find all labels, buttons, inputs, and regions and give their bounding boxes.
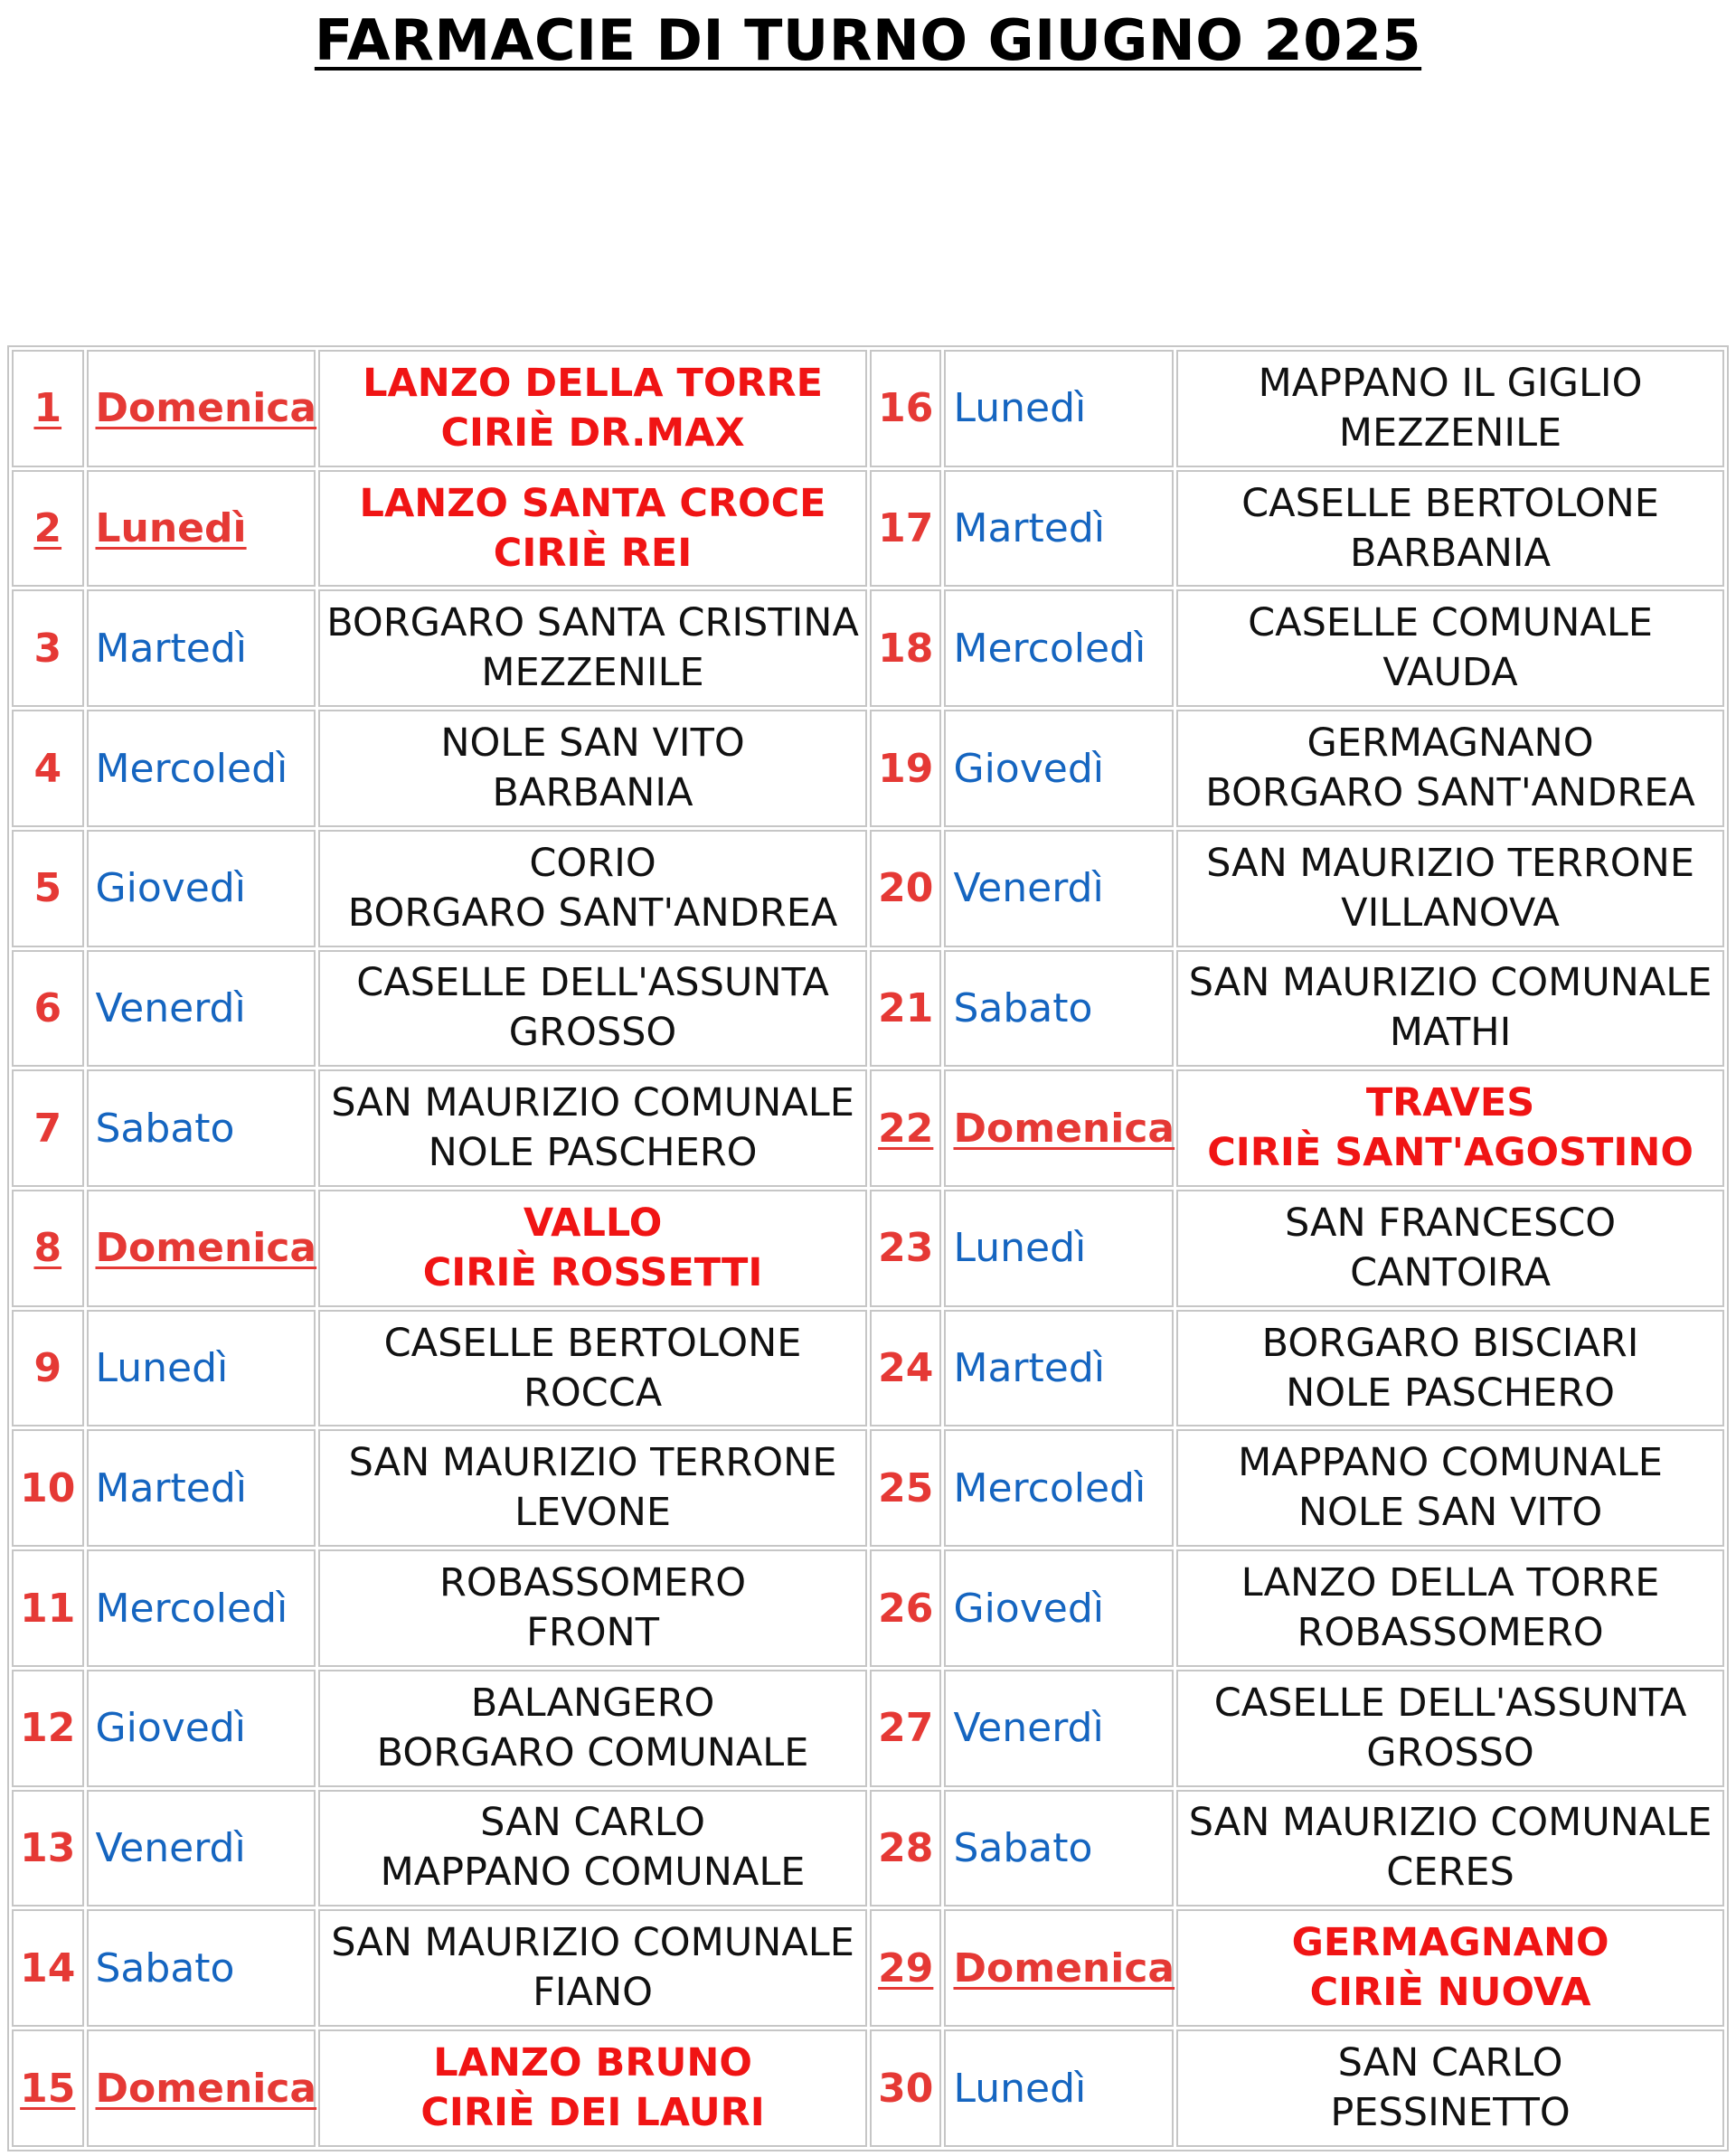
pharmacy-line-2: GROSSO bbox=[1366, 1729, 1534, 1775]
page-title: FARMACIE DI TURNO GIUGNO 2025 bbox=[314, 7, 1422, 73]
day-number: 12 bbox=[12, 1670, 84, 1787]
pharmacy-line-1: CASELLE DELL'ASSUNTA bbox=[1213, 1680, 1687, 1726]
pharmacies-on-duty bbox=[318, 1549, 867, 1667]
pharmacy-line-2: GROSSO bbox=[508, 1010, 677, 1056]
weekday-name: Mercoledì bbox=[87, 1549, 316, 1667]
pharmacy-line-1: SAN CARLO bbox=[480, 1800, 706, 1846]
pharmacy-line-2: CIRIÈ SANT'AGOSTINO bbox=[1207, 1130, 1694, 1176]
pharmacy-line-2: ROBASSOMERO bbox=[1297, 1610, 1604, 1656]
weekday-name: Mercoledì bbox=[944, 589, 1174, 707]
pharmacy-line-2: CERES bbox=[1386, 1850, 1514, 1896]
day-number: 19 bbox=[870, 710, 942, 827]
day-number: 28 bbox=[870, 1790, 942, 1907]
weekday-name: Martedì bbox=[87, 1429, 316, 1547]
pharmacy-line-1: SAN MAURIZIO COMUNALE bbox=[1188, 960, 1712, 1006]
pharmacy-line-2: FIANO bbox=[533, 1970, 653, 2016]
weekday-name: Martedì bbox=[944, 1310, 1174, 1427]
pharmacies-on-duty bbox=[1176, 830, 1724, 947]
table-row bbox=[12, 1670, 1724, 1787]
pharmacy-line-2: BORGARO SANT'ANDREA bbox=[347, 890, 838, 936]
table-row bbox=[12, 950, 1724, 1068]
weekday-name: Mercoledì bbox=[944, 1429, 1174, 1547]
pharmacy-line-2: BORGARO COMUNALE bbox=[376, 1729, 809, 1775]
pharmacies-on-duty bbox=[318, 1429, 867, 1547]
pharmacy-line-1: BORGARO SANTA CRISTINA bbox=[326, 600, 859, 646]
day-number: 11 bbox=[12, 1549, 84, 1667]
day-number: 16 bbox=[870, 350, 942, 467]
pharmacies-on-duty bbox=[318, 1790, 867, 1907]
pharmacy-line-1: SAN MAURIZIO COMUNALE bbox=[1188, 1800, 1712, 1846]
pharmacy-line-2: CIRIÈ REI bbox=[493, 530, 693, 576]
pharmacy-line-1: NOLE SAN VITO bbox=[440, 720, 745, 766]
pharmacy-line-1: SAN FRANCESCO bbox=[1284, 1200, 1617, 1246]
pharmacy-line-2: CIRIÈ DR.MAX bbox=[440, 410, 745, 456]
pharmacy-line-2: FRONT bbox=[526, 1610, 659, 1656]
weekday-name: Venerdì bbox=[87, 950, 316, 1068]
weekday-name: Giovedì bbox=[87, 1670, 316, 1787]
pharmacies-on-duty bbox=[1176, 470, 1724, 588]
day-number: 20 bbox=[870, 830, 942, 947]
pharmacy-line-1: CASELLE COMUNALE bbox=[1248, 600, 1653, 646]
pharmacy-line-2: VAUDA bbox=[1382, 650, 1518, 696]
pharmacies-on-duty bbox=[1176, 1190, 1724, 1307]
pharmacy-line-1: LANZO BRUNO bbox=[433, 2040, 752, 2085]
pharmacy-line-2: MEZZENILE bbox=[1338, 410, 1562, 456]
pharmacy-line-1: CASELLE BERTOLONE bbox=[383, 1320, 802, 1366]
day-number: 17 bbox=[870, 470, 942, 588]
weekday-name: Venerdì bbox=[944, 1670, 1174, 1787]
pharmacies-on-duty bbox=[1176, 1909, 1724, 2027]
pharmacies-on-duty bbox=[318, 830, 867, 947]
day-number: 14 bbox=[12, 1909, 84, 2027]
pharmacy-line-2: LEVONE bbox=[514, 1490, 672, 1536]
pharmacies-on-duty bbox=[1176, 1429, 1724, 1547]
pharmacies-on-duty bbox=[1176, 1670, 1724, 1787]
pharmacy-line-1: SAN MAURIZIO TERRONE bbox=[348, 1440, 837, 1486]
table-row bbox=[12, 1429, 1724, 1547]
pharmacies-on-duty bbox=[318, 2029, 867, 2147]
pharmacy-line-2: CIRIÈ ROSSETTI bbox=[422, 1249, 763, 1295]
pharmacy-line-2: MAPPANO COMUNALE bbox=[380, 1850, 806, 1896]
weekday-name: Sabato bbox=[944, 950, 1174, 1068]
day-number: 27 bbox=[870, 1670, 942, 1787]
pharmacies-on-duty bbox=[1176, 1069, 1724, 1187]
pharmacies-on-duty bbox=[1176, 1310, 1724, 1427]
pharmacies-on-duty bbox=[318, 1069, 867, 1187]
weekday-name: Lunedì bbox=[944, 2029, 1174, 2147]
pharmacy-line-1: SAN CARLO bbox=[1337, 2040, 1563, 2085]
day-number: 8 bbox=[12, 1190, 84, 1307]
pharmacies-on-duty bbox=[318, 1310, 867, 1427]
pharmacy-line-2: VILLANOVA bbox=[1341, 890, 1560, 936]
table-row bbox=[12, 589, 1724, 707]
pharmacy-line-2: CANTOIRA bbox=[1350, 1249, 1552, 1295]
pharmacies-on-duty bbox=[1176, 589, 1724, 707]
pharmacy-line-1: SAN MAURIZIO COMUNALE bbox=[331, 1080, 854, 1126]
pharmacies-on-duty bbox=[1176, 350, 1724, 467]
pharmacy-line-2: BARBANIA bbox=[492, 770, 693, 816]
pharmacy-line-2: CIRIÈ NUOVA bbox=[1309, 1970, 1591, 2016]
pharmacy-line-2: NOLE PASCHERO bbox=[1286, 1370, 1616, 1416]
pharmacy-line-1: CORIO bbox=[529, 840, 656, 886]
pharmacy-line-1: LANZO SANTA CROCE bbox=[359, 480, 826, 526]
pharmacies-on-duty bbox=[318, 1190, 867, 1307]
pharmacies-on-duty bbox=[1176, 2029, 1724, 2147]
pharmacy-line-1: VALLO bbox=[523, 1200, 663, 1246]
pharmacies-on-duty bbox=[1176, 710, 1724, 827]
day-number: 22 bbox=[870, 1069, 942, 1187]
pharmacies-on-duty bbox=[318, 1909, 867, 2027]
weekday-name: Domenica bbox=[944, 1909, 1174, 2027]
pharmacy-line-1: BALANGERO bbox=[470, 1680, 715, 1726]
day-number: 7 bbox=[12, 1069, 84, 1187]
weekday-name: Domenica bbox=[87, 2029, 316, 2147]
table-row bbox=[12, 1790, 1724, 1907]
weekday-name: Domenica bbox=[944, 1069, 1174, 1187]
pharmacies-on-duty bbox=[318, 470, 867, 588]
pharmacy-line-1: BORGARO BISCIARI bbox=[1261, 1320, 1639, 1366]
weekday-name: Sabato bbox=[944, 1790, 1174, 1907]
day-number: 24 bbox=[870, 1310, 942, 1427]
table-row bbox=[12, 1310, 1724, 1427]
weekday-name: Sabato bbox=[87, 1909, 316, 2027]
day-number: 4 bbox=[12, 710, 84, 827]
day-number: 18 bbox=[870, 589, 942, 707]
pharmacies-on-duty bbox=[318, 710, 867, 827]
pharmacies-on-duty bbox=[1176, 1790, 1724, 1907]
weekday-name: Lunedì bbox=[87, 470, 316, 588]
pharmacy-line-1: MAPPANO IL GIGLIO bbox=[1258, 360, 1643, 406]
weekday-name: Sabato bbox=[87, 1069, 316, 1187]
day-number: 6 bbox=[12, 950, 84, 1068]
pharmacy-line-1: LANZO DELLA TORRE bbox=[1241, 1560, 1660, 1606]
pharmacy-line-2: CIRIÈ DEI LAURI bbox=[420, 2090, 765, 2136]
table-row bbox=[12, 470, 1724, 588]
table-row bbox=[12, 1909, 1724, 2027]
day-number: 2 bbox=[12, 470, 84, 588]
day-number: 5 bbox=[12, 830, 84, 947]
day-number: 9 bbox=[12, 1310, 84, 1427]
table-row bbox=[12, 2029, 1724, 2147]
pharmacy-line-2: BARBANIA bbox=[1350, 530, 1552, 576]
day-number: 23 bbox=[870, 1190, 942, 1307]
pharmacy-line-2: MEZZENILE bbox=[481, 650, 704, 696]
pharmacy-line-1: CASELLE BERTOLONE bbox=[1241, 480, 1659, 526]
table-row bbox=[12, 1190, 1724, 1307]
weekday-name: Mercoledì bbox=[87, 710, 316, 827]
day-number: 13 bbox=[12, 1790, 84, 1907]
pharmacy-line-1: ROBASSOMERO bbox=[439, 1560, 747, 1606]
day-number: 3 bbox=[12, 589, 84, 707]
weekday-name: Domenica bbox=[87, 350, 316, 467]
weekday-name: Lunedì bbox=[87, 1310, 316, 1427]
day-number: 25 bbox=[870, 1429, 942, 1547]
day-number: 21 bbox=[870, 950, 942, 1068]
pharmacies-on-duty bbox=[1176, 950, 1724, 1068]
weekday-name: Martedì bbox=[944, 470, 1174, 588]
day-number: 1 bbox=[12, 350, 84, 467]
weekday-name: Lunedì bbox=[944, 350, 1174, 467]
pharmacy-line-1: SAN MAURIZIO TERRONE bbox=[1206, 840, 1694, 886]
pharmacy-line-2: NOLE PASCHERO bbox=[428, 1130, 758, 1176]
weekday-name: Giovedì bbox=[944, 1549, 1174, 1667]
pharmacy-line-1: SAN MAURIZIO COMUNALE bbox=[331, 1920, 854, 1966]
pharmacy-line-2: MATHI bbox=[1389, 1010, 1512, 1056]
pharmacies-on-duty bbox=[318, 589, 867, 707]
pharmacy-line-1: GERMAGNANO bbox=[1307, 720, 1594, 766]
weekday-name: Martedì bbox=[87, 589, 316, 707]
pharmacies-on-duty bbox=[318, 950, 867, 1068]
table-row bbox=[12, 830, 1724, 947]
weekday-name: Venerdì bbox=[944, 830, 1174, 947]
weekday-name: Domenica bbox=[87, 1190, 316, 1307]
day-number: 10 bbox=[12, 1429, 84, 1547]
day-number: 26 bbox=[870, 1549, 942, 1667]
day-number: 29 bbox=[870, 1909, 942, 2027]
pharmacy-line-1: MAPPANO COMUNALE bbox=[1238, 1440, 1663, 1486]
pharmacy-line-2: PESSINETTO bbox=[1330, 2090, 1571, 2136]
pharmacy-line-1: TRAVES bbox=[1365, 1080, 1535, 1126]
day-number: 15 bbox=[12, 2029, 84, 2147]
weekday-name: Lunedì bbox=[944, 1190, 1174, 1307]
pharmacy-line-2: BORGARO SANT'ANDREA bbox=[1205, 770, 1695, 816]
table-row bbox=[12, 350, 1724, 467]
pharmacy-line-1: CASELLE DELL'ASSUNTA bbox=[356, 960, 829, 1006]
pharmacies-on-duty bbox=[318, 350, 867, 467]
pharmacy-line-2: ROCCA bbox=[523, 1370, 663, 1416]
pharmacy-line-1: GERMAGNANO bbox=[1291, 1920, 1609, 1966]
schedule-body bbox=[12, 350, 1724, 2147]
table-row bbox=[12, 1549, 1724, 1667]
pharmacy-line-2: NOLE SAN VITO bbox=[1297, 1490, 1603, 1536]
table-row bbox=[12, 710, 1724, 827]
table-row bbox=[12, 1069, 1724, 1187]
pharmacy-line-1: LANZO DELLA TORRE bbox=[363, 360, 824, 406]
weekday-name: Giovedì bbox=[944, 710, 1174, 827]
pharmacies-on-duty bbox=[318, 1670, 867, 1787]
weekday-name: Giovedì bbox=[87, 830, 316, 947]
weekday-name: Venerdì bbox=[87, 1790, 316, 1907]
day-number: 30 bbox=[870, 2029, 942, 2147]
pharmacies-on-duty bbox=[1176, 1549, 1724, 1667]
pharmacy-schedule-table bbox=[7, 345, 1729, 2151]
